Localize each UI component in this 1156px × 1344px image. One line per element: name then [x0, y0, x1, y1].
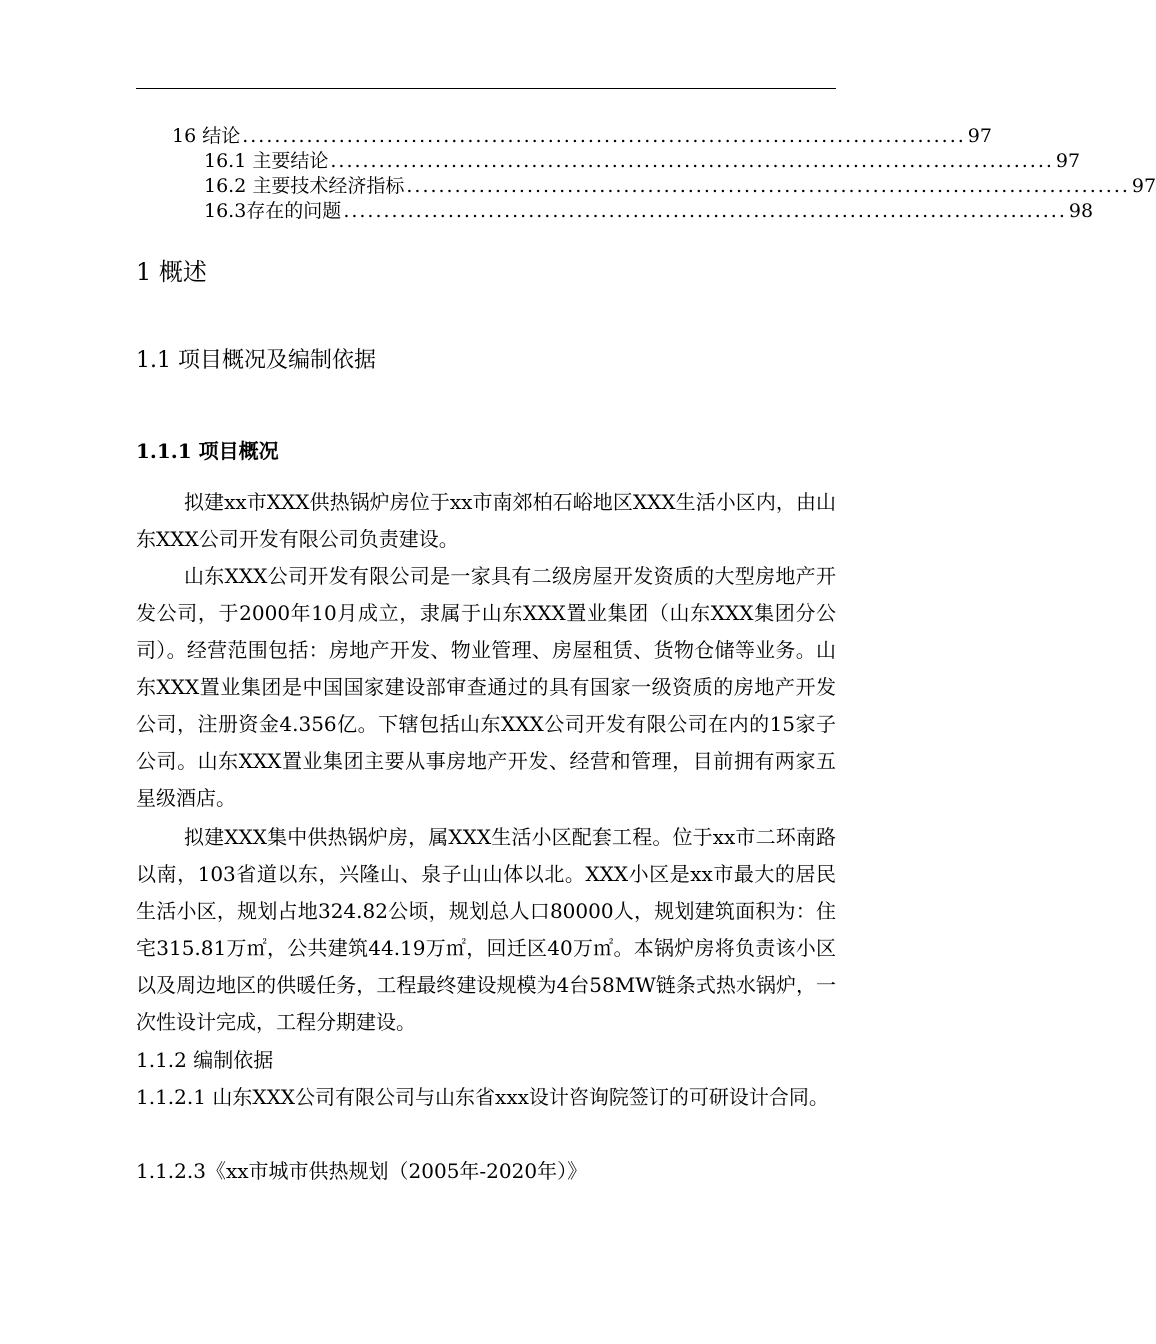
basis-item: 1.1.2.1 山东XXX公司有限公司与山东省xxx设计咨询院签订的可研设计合同。 [136, 1085, 829, 1109]
toc-entry-title: 16 结论 [172, 125, 241, 147]
chapter-title: 1 概述 [136, 258, 207, 286]
toc-leader-dots: .......................................................................................... [343, 200, 1067, 222]
toc-entry-title: 16.2 主要技术经济指标 [204, 175, 405, 197]
basis-heading: 1.1.2 编制依据 [136, 1048, 274, 1072]
toc-entry-title: 16.3存在的问题 [204, 200, 342, 222]
body-paragraph: 拟建XXX集中供热锅炉房，属XXX生活小区配套工程。位于xx市二环南路以南，103省道以东，兴隆山、泉子山山体以北。XXX小区是xx市最大的居民生活小区，规划占地324.82公顷，规划总人口80000人，规划建筑面积为：住宅315.81万㎡，公共建筑44.19万㎡，回迁区40万㎡。本锅炉房将负责该小区以及周边地区的供暖任务，工程最终建设规模为4台58MW链条式热水锅炉，一次性设计完成，工程分期建设。 [136, 825, 836, 1034]
toc-leader-dots: .......................................................................................... [330, 150, 1054, 172]
toc-entry[interactable] [172, 124, 992, 148]
subsection-title: 1.1.1 项目概况 [136, 439, 279, 463]
toc-entry-title: 16.1 主要结论 [204, 150, 329, 172]
body-paragraph: 拟建xx市XXX供热锅炉房位于xx市南郊柏石峪地区XXX生活小区内，由山东XXX公司开发有限公司负责建设。 [136, 490, 836, 551]
basis-item: 1.1.2.3《xx市城市供热规划（2005年-2020年）》 [136, 1159, 588, 1183]
section-title: 1.1 项目概况及编制依据 [136, 348, 376, 373]
toc-entry-page: 98 [1068, 200, 1094, 222]
body-paragraph: 山东XXX公司开发有限公司是一家具有二级房屋开发资质的大型房地产开发公司，于2000年10月成立，隶属于山东XXX置业集团（山东XXX集团分公司）。经营范围包括：房地产开发、物业管理、房屋租赁、货物仓储等业务。山东XXX置业集团是中国国家建设部审查通过的具有国家一级资质的房地产开发公司，注册资金4.356亿。下辖包括山东XXX公司开发有限公司在内的15家子公司。山东XXX置业集团主要从事房地产开发、经营和管理，目前拥有两家五星级酒店。 [136, 564, 836, 810]
toc-leader-dots: .......................................................................................... [242, 125, 966, 147]
toc-entry[interactable] [204, 149, 1081, 173]
toc-entry-page: 97 [967, 125, 992, 147]
toc-entry-page: 97 [1055, 150, 1081, 172]
toc-entry[interactable] [204, 174, 1156, 198]
toc-entry[interactable] [204, 199, 1094, 223]
header-rule [136, 88, 836, 89]
toc-leader-dots: .......................................................................................... [406, 175, 1130, 197]
toc-entry-page: 97 [1131, 175, 1156, 197]
